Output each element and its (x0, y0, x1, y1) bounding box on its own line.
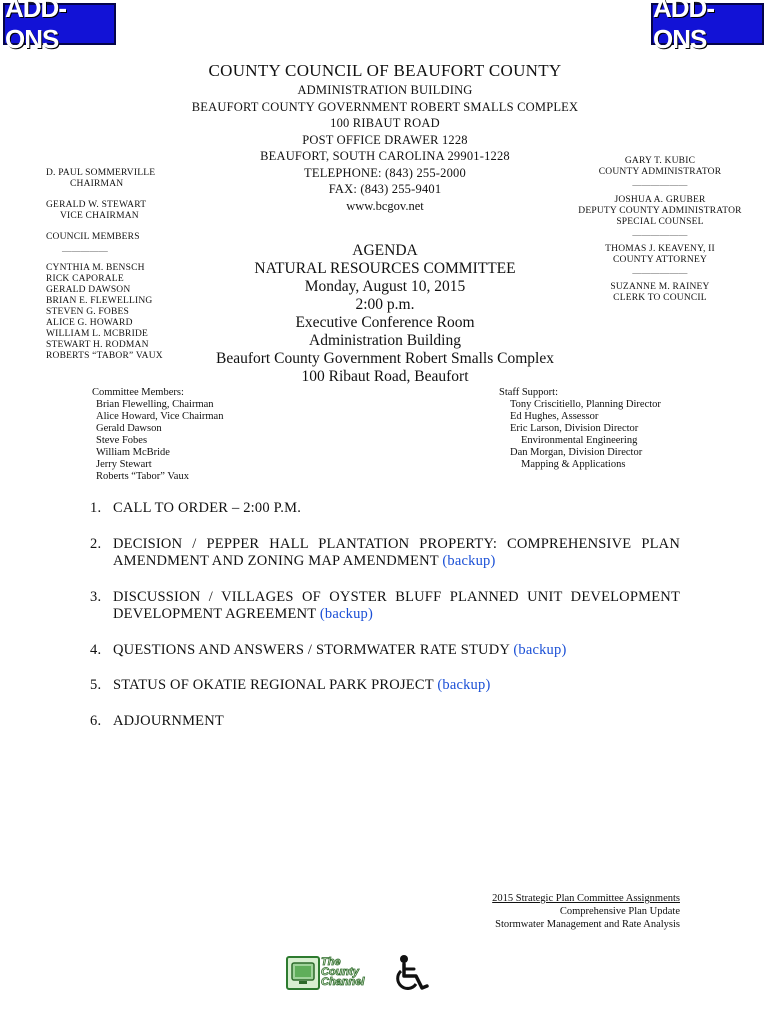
strategic-plan-assignments (440, 892, 680, 931)
council-title: COUNTY COUNCIL OF BEAUFORT COUNTY (208, 61, 562, 80)
meeting-building: Administration Building (309, 332, 461, 349)
chairman-title: CHAIRMAN (70, 179, 124, 189)
header-line: ADMINISTRATION BUILDING (297, 83, 473, 97)
administrator-name: GARY T. KUBIC (624, 156, 696, 166)
committee-member: Brian Flewelling, Chairman (96, 399, 214, 410)
meeting-room: Executive Conference Room (295, 314, 475, 331)
staff-line: Ed Hughes, Assessor (510, 411, 599, 422)
assignments-heading: 2015 Strategic Plan Committee Assignments (492, 893, 680, 904)
clerk-title: CLERK TO COUNCIL (613, 293, 707, 303)
staff-support-heading: Staff Support: (499, 387, 559, 398)
clerk-name: SUZANNE M. RAINEY (610, 282, 710, 292)
county-channel-logo-text (321, 957, 364, 987)
backup-link[interactable]: (backup) (319, 606, 374, 622)
separator: ————— (62, 246, 108, 256)
separator: —————— (632, 180, 688, 190)
committee-members-heading: Committee Members: (92, 387, 184, 398)
council-member: BRIAN E. FLEWELLING (46, 296, 153, 306)
committee-member: Jerry Stewart (96, 459, 152, 470)
attorney-title: COUNTY ATTORNEY (612, 255, 708, 265)
committee-member: Alice Howard, Vice Chairman (96, 411, 224, 422)
deputy-title-2: SPECIAL COUNSEL (616, 217, 704, 227)
wheelchair-icon (392, 954, 434, 994)
add-ons-badge-left: ADD-ONS (3, 3, 116, 45)
agenda-item (90, 677, 680, 695)
tv-screen-icon (288, 958, 318, 988)
header-line: BEAUFORT, SOUTH CAROLINA 29901-1228 (260, 149, 510, 163)
attorney-name: THOMAS J. KEAVENY, II (605, 244, 715, 254)
item-number: 1. (90, 500, 102, 516)
item-title: STATUS OF OKATIE REGIONAL PARK PROJECT (113, 677, 434, 693)
staff-line: Dan Morgan, Division Director (510, 447, 643, 458)
staff-line: Mapping & Applications (521, 459, 626, 470)
letterhead (170, 60, 600, 214)
item-text (113, 677, 680, 695)
header-line: TELEPHONE: (843) 255-2000 (304, 165, 466, 180)
committee-name: NATURAL RESOURCES COMMITTEE (254, 260, 516, 277)
council-members-block (46, 232, 216, 362)
chairman-block (46, 168, 216, 190)
staff-line: Eric Larson, Division Director (510, 423, 639, 434)
committee-member: Steve Fobes (96, 435, 148, 446)
committee-member: Gerald Dawson (96, 423, 162, 434)
council-member: STEWART H. RODMAN (46, 340, 149, 350)
meeting-time: 2:00 p.m. (355, 296, 415, 313)
meeting-complex: Beaufort County Government Robert Smalls Complex (216, 350, 554, 367)
council-member: STEVEN G. FOBES (46, 307, 129, 317)
logo-line: Channel (321, 976, 365, 988)
item-number: 2. (90, 535, 102, 552)
add-ons-badge-right: ADD-ONS (651, 3, 764, 45)
meeting-address: 100 Ribaut Road, Beaufort (301, 368, 469, 385)
agenda-heading: AGENDA (352, 242, 418, 259)
backup-link[interactable]: (backup) (437, 677, 491, 693)
council-member: GERALD DAWSON (46, 285, 131, 295)
item-number: 6. (90, 712, 102, 729)
staff-support-block (499, 387, 661, 471)
council-member: CYNTHIA M. BENSCH (46, 263, 145, 273)
administration-staff-block (560, 156, 760, 304)
deputy-name: JOSHUA A. GRUBER (614, 195, 706, 205)
item-text (113, 500, 680, 518)
council-member: ROBERTS “TABOR” VAUX (46, 351, 163, 361)
agenda-heading-block (200, 242, 570, 386)
item-text (113, 536, 680, 571)
committee-member: William McBride (96, 447, 170, 458)
item-title: DECISION / PEPPER HALL PLANTATION PROPERTY: COMPREHENSIVE PLAN AMENDMENT AND ZONING MAP AMENDMENT (113, 535, 680, 569)
committee-members-block (92, 387, 223, 483)
staff-line: Tony Criscitiello, Planning Director (510, 399, 661, 410)
header-line: BEAUFORT COUNTY GOVERNMENT ROBERT SMALLS COMPLEX (191, 99, 579, 114)
item-title: CALL TO ORDER – 2:00 P.M. (113, 500, 302, 516)
assignment-line: Stormwater Management and Rate Analysis (495, 919, 680, 930)
vice-chairman-block (46, 200, 216, 222)
logo-line: County (321, 966, 359, 978)
item-title: ADJOURNMENT (113, 712, 224, 729)
backup-link[interactable]: (backup) (513, 641, 567, 658)
county-channel-logo-icon (286, 956, 320, 990)
separator: —————— (632, 230, 688, 240)
council-member: RICK CAPORALE (46, 274, 124, 284)
logo-line: The (321, 956, 341, 968)
agenda-item (90, 589, 680, 624)
item-number: 4. (90, 641, 102, 658)
agenda-item (90, 713, 680, 731)
agenda-item (90, 536, 680, 571)
staff-line: Environmental Engineering (521, 435, 638, 446)
agenda-items-list (90, 500, 680, 748)
header-line: FAX: (843) 255-9401 (328, 182, 442, 196)
chairman-name: D. PAUL SOMMERVILLE (46, 168, 156, 178)
item-number: 5. (90, 677, 102, 693)
header-line: 100 RIBAUT ROAD (330, 116, 440, 130)
administrator-title: COUNTY ADMINISTRATOR (598, 167, 722, 177)
separator: —————— (632, 268, 688, 278)
vice-chairman-name: GERALD W. STEWART (46, 200, 147, 210)
backup-link[interactable]: (backup) (442, 553, 496, 569)
item-title: QUESTIONS AND ANSWERS / STORMWATER RATE STUDY (113, 641, 510, 658)
header-line: POST OFFICE DRAWER 1228 (302, 132, 468, 147)
council-member: WILLIAM L. MCBRIDE (46, 329, 149, 339)
agenda-item (90, 500, 680, 518)
item-title: DISCUSSION / VILLAGES OF OYSTER BLUFF PLANNED UNIT DEVELOPMENT DEVELOPMENT AGREEMENT (113, 588, 680, 622)
website-link[interactable]: www.bcgov.net (346, 198, 424, 213)
item-text (113, 589, 680, 624)
agenda-item (90, 642, 680, 660)
item-text (113, 713, 680, 731)
vice-chairman-title: VICE CHAIRMAN (60, 211, 139, 221)
item-number: 3. (90, 588, 102, 605)
item-text (113, 642, 680, 660)
deputy-title: DEPUTY COUNTY ADMINISTRATOR (578, 206, 742, 216)
meeting-date: Monday, August 10, 2015 (304, 278, 466, 295)
assignment-line: Comprehensive Plan Update (559, 906, 680, 917)
council-members-heading: COUNCIL MEMBERS (46, 232, 140, 242)
committee-member: Roberts “Tabor” Vaux (96, 471, 189, 482)
council-member: ALICE G. HOWARD (46, 318, 133, 328)
